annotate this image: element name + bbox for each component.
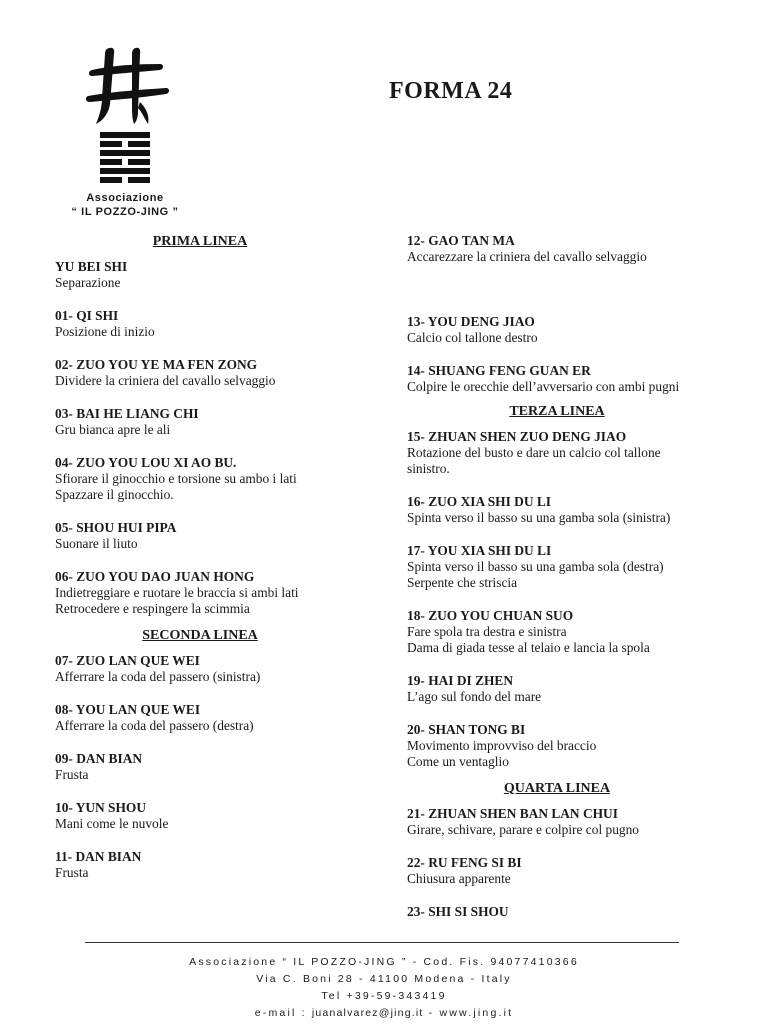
form-entry <box>55 849 355 881</box>
left-column <box>55 233 355 898</box>
entry-name: 02- ZUO YOU YE MA FEN ZONG <box>55 357 258 372</box>
entry-name: YU BEI SHI <box>55 259 128 274</box>
entry-name: 07- ZUO LAN QUE WEI <box>55 653 200 668</box>
entry-name: 06- ZUO YOU DAO JUAN HONG <box>55 569 255 584</box>
section-heading-terza: TERZA LINEA <box>509 404 605 419</box>
entry-description: Spinta verso il basso su una gamba sola (destra) Serpente che striscia <box>407 559 664 590</box>
form-entry <box>55 569 355 617</box>
form-entry <box>55 455 355 503</box>
entry-description: Separazione <box>55 275 121 290</box>
entry-name: 10- YUN SHOU <box>55 800 147 815</box>
entry-name: 09- DAN BIAN <box>55 751 143 766</box>
entry-description: Suonare il liuto <box>55 536 138 551</box>
footer-divider <box>85 942 679 943</box>
entry-name: 19- HAI DI ZHEN <box>407 673 514 688</box>
section-heading-seconda: SECONDA LINEA <box>142 628 258 643</box>
entry-name: 08- YOU LAN QUE WEI <box>55 702 201 717</box>
entry-description: Afferrare la coda del passero (sinistra) <box>55 669 261 684</box>
form-entry <box>55 751 355 783</box>
form-entry <box>55 259 355 291</box>
form-entry <box>55 308 355 340</box>
entry-name: 04- ZUO YOU LOU XI AO BU. <box>55 455 237 470</box>
entry-name: 23- SHI SI SHOU <box>407 904 509 919</box>
entry-description: Indietreggiare e ruotare le braccia si ambi lati Retrocedere e respingere la scimmia <box>55 585 299 616</box>
entry-name: 11- DAN BIAN <box>55 849 142 864</box>
jing-character-icon <box>86 48 169 124</box>
section-heading-prima: PRIMA LINEA <box>152 234 248 249</box>
entry-name: 13- YOU DENG JIAO <box>407 314 535 329</box>
footer-separator: - <box>423 1007 440 1019</box>
entry-description: Accarezzare la criniera del cavallo selvaggio <box>407 249 647 264</box>
entry-description: Rotazione del busto e dare un calcio col tallone sinistro. <box>407 445 661 476</box>
form-entry <box>407 543 727 591</box>
entry-name: 12- GAO TAN MA <box>407 233 515 248</box>
entry-description: Spinta verso il basso su una gamba sola (sinistra) <box>407 510 671 525</box>
entry-description: Posizione di inizio <box>55 324 155 339</box>
footer-website-link[interactable]: www.jing.it <box>439 1007 514 1019</box>
entry-name: 18- ZUO YOU CHUAN SUO <box>407 608 574 623</box>
footer-contact-line <box>84 1005 684 1022</box>
logo-caption-line2: “ IL POZZO-JING ” <box>71 206 179 218</box>
entry-name: 01- QI SHI <box>55 308 119 323</box>
hexagram-icon <box>100 132 150 183</box>
entry-name: 21- ZHUAN SHEN BAN LAN CHUI <box>407 806 618 821</box>
form-entry <box>407 673 727 705</box>
entry-description: Sfiorare il ginocchio e torsione su ambo i lati Spazzare il ginocchio. <box>55 471 297 502</box>
form-entry <box>407 608 727 656</box>
footer-phone: Tel +39-59-343419 <box>321 990 447 1002</box>
entry-description: Calcio col tallone destro <box>407 330 538 345</box>
entry-description: Gru bianca apre le ali <box>55 422 171 437</box>
entry-description: Fare spola tra destra e sinistra Dama di giada tesse al telaio e lancia la spola <box>407 624 650 655</box>
entry-description: Movimento improvviso del braccio Come un ventaglio <box>407 738 597 769</box>
entry-name: 14- SHUANG FENG GUAN ER <box>407 363 591 378</box>
logo-caption-line1: Associazione <box>86 192 164 204</box>
form-entry <box>407 806 727 838</box>
entry-name: 17- YOU XIA SHI DU LI <box>407 543 552 558</box>
entry-description: L’ago sul fondo del mare <box>407 689 542 704</box>
entry-description: Frusta <box>55 865 89 880</box>
entry-description: Chiusura apparente <box>407 871 511 886</box>
entry-description: Dividere la criniera del cavallo selvaggio <box>55 373 276 388</box>
entry-name: 03- BAI HE LIANG CHI <box>55 406 199 421</box>
form-entry <box>407 904 727 920</box>
entry-description: Mani come le nuvole <box>55 816 169 831</box>
entry-description: Afferrare la coda del passero (destra) <box>55 718 254 733</box>
form-entry <box>55 702 355 734</box>
footer-email-prefix: e-mail : <box>254 1007 312 1019</box>
right-column <box>407 233 727 937</box>
entry-name: 20- SHAN TONG BI <box>407 722 526 737</box>
form-entry <box>55 800 355 832</box>
entry-description: Girare, schivare, parare e colpire col pugno <box>407 822 639 837</box>
form-entry <box>407 233 727 265</box>
form-entry <box>407 722 727 770</box>
footer-address-line2: Via C. Boni 28 - 41100 Modena - Italy <box>256 973 512 985</box>
entry-description: Frusta <box>55 767 89 782</box>
pozzo-jing-logo <box>80 42 172 190</box>
footer-address-line1: Associazione “ IL POZZO-JING ” - Cod. Fis. 94077410366 <box>189 956 579 968</box>
form-entry <box>407 363 727 395</box>
entry-name: 22- RU FENG SI BI <box>407 855 522 870</box>
page-title: FORMA 24 <box>389 78 513 104</box>
entry-name: 16- ZUO XIA SHI DU LI <box>407 494 551 509</box>
form-entry <box>55 406 355 438</box>
entry-description: Colpire le orecchie dell’avversario con ambi pugni <box>407 379 680 394</box>
form-entry <box>55 357 355 389</box>
form-entry <box>407 429 727 477</box>
footer-email-link[interactable]: juanalvarez@jing.it <box>311 1007 424 1019</box>
section-heading-quarta: QUARTA LINEA <box>503 781 611 796</box>
form-entry <box>407 855 727 887</box>
form-entry <box>407 494 727 526</box>
footer <box>84 954 684 1022</box>
form-entry <box>407 314 727 346</box>
entry-name: 05- SHOU HUI PIPA <box>55 520 177 535</box>
form-entry <box>55 520 355 552</box>
form-entry <box>55 653 355 685</box>
logo-caption <box>60 191 190 219</box>
entry-name: 15- ZHUAN SHEN ZUO DENG JIAO <box>407 429 627 444</box>
